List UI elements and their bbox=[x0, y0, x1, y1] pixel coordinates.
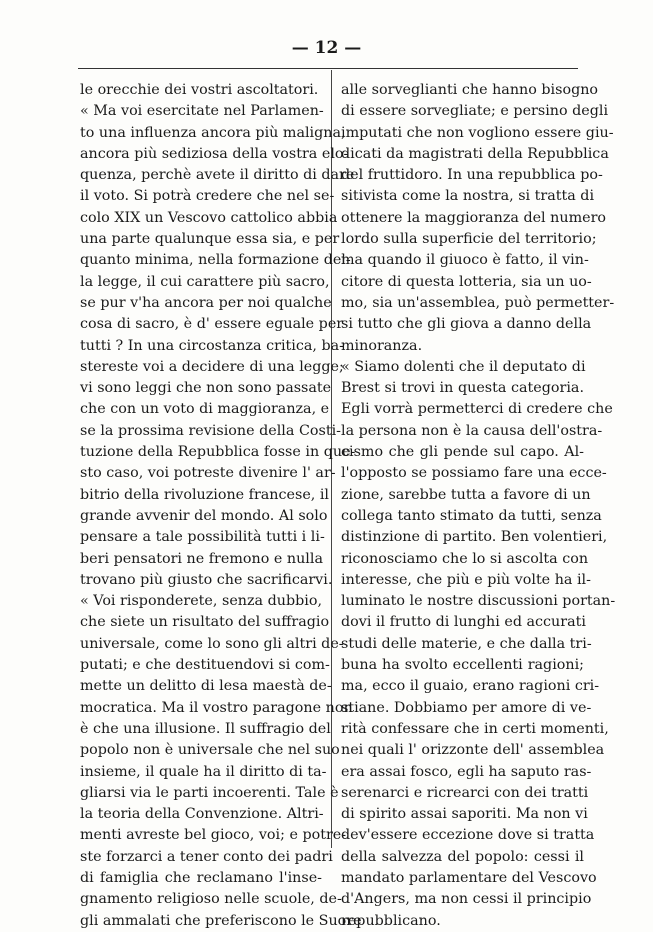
text-line: è che una illusione. Il suffragio del bbox=[80, 720, 331, 737]
text-line: luminato le nostre discussioni portan- bbox=[341, 593, 616, 610]
text-line: to una influenza ancora più maligna, bbox=[80, 124, 346, 141]
text-line: cosa di sacro, è d' essere eguale per bbox=[80, 316, 344, 333]
text-line: tutti ? In una circostanza critica, ba- bbox=[80, 337, 344, 354]
text-line: ma quando il giuoco è fatto, il vin- bbox=[341, 252, 589, 269]
text-line: mocratica. Ma il vostro paragone non bbox=[80, 699, 353, 716]
text-line: distinzione di partito. Ben volentieri, bbox=[341, 529, 608, 546]
text-line: cismo che gli pende sul capo. Al- bbox=[341, 444, 584, 461]
text-line: serenarci e ricrearci con dei tratti bbox=[341, 784, 589, 801]
text-line: collega tanto stimato da tutti, senza bbox=[341, 507, 602, 524]
text-line: una parte qualunque essa sia, e per bbox=[80, 231, 340, 248]
text-line: dicati da magistrati della Repubblica bbox=[341, 145, 609, 162]
text-line: stiane. Dobbiamo per amore di ve- bbox=[341, 699, 592, 716]
text-line: mo, sia un'assemblea, può permetter- bbox=[341, 294, 615, 311]
text-line: studi delle materie, e che dalla tri- bbox=[341, 635, 592, 652]
text-line: di essere sorvegliate; e persino degli bbox=[341, 103, 609, 120]
text-line: se pur v'ha ancora per noi qualche bbox=[80, 294, 332, 311]
text-line: che con un voto di maggioranza, e bbox=[80, 401, 330, 418]
text-line: citore di questa lotteria, sia un uo- bbox=[341, 273, 592, 290]
text-line: universale, come lo sono gli altri de- bbox=[80, 635, 344, 652]
text-line: dev'essere eccezione dove si tratta bbox=[341, 827, 595, 844]
text-line: l'opposto se possiamo fare una ecce- bbox=[341, 465, 607, 482]
text-line: sitivista come la nostra, si tratta di bbox=[341, 188, 595, 205]
text-line: se la prossima revisione della Costi- bbox=[80, 422, 341, 439]
text-line: Brest si trovi in questa categoria. bbox=[341, 380, 584, 397]
text-line: insieme, il quale ha il diritto di ta- bbox=[80, 763, 327, 780]
text-line: Egli vorrà permetterci di credere che bbox=[341, 401, 613, 418]
text-line: della salvezza del popolo: cessi il bbox=[341, 848, 584, 865]
text-line: alle sorveglianti che hanno bisogno bbox=[341, 82, 599, 98]
text-line: ottenere la maggioranza del numero bbox=[341, 209, 607, 226]
text-line: dovi il frutto di lunghi ed accurati bbox=[341, 614, 586, 631]
text-line: rità confessare che in certi momenti, bbox=[341, 720, 609, 737]
text-line: d'Angers, ma non cessi il principio bbox=[341, 891, 592, 908]
text-line: del fruttidoro. In una repubblica po- bbox=[341, 167, 603, 184]
text-line: beri pensatori ne fremono e nulla bbox=[80, 550, 323, 567]
text-line: gnamento religioso nelle scuole, de- bbox=[80, 891, 342, 908]
text-line: ma, ecco il guaio, erano ragioni cri- bbox=[341, 678, 600, 695]
text-line: grande avvenir del mondo. Al solo bbox=[80, 507, 328, 524]
text-line: « Voi risponderete, senza dubbio, bbox=[80, 593, 322, 610]
text-line: gliarsi via le parti incoerenti. Tale è bbox=[80, 784, 339, 801]
text-line: gli ammalati che preferiscono le Suore bbox=[80, 912, 362, 929]
text-line: la teoria della Convenzione. Altri- bbox=[80, 806, 324, 823]
text-line: colo XIX un Vescovo cattolico abbia bbox=[80, 209, 338, 226]
text-line: popolo non è universale che nel suo bbox=[80, 742, 340, 759]
text-line: la legge, il cui carattere più sacro, bbox=[80, 273, 330, 290]
page-number-header: — 12 — bbox=[291, 38, 362, 58]
text-line: « Siamo dolenti che il deputato di bbox=[341, 358, 586, 375]
text-line: si tutto che gli giova a danno della bbox=[341, 316, 592, 333]
text-line: mandato parlamentare del Vescovo bbox=[341, 869, 597, 886]
text-line: interesse, che più e più volte ha il- bbox=[341, 571, 591, 588]
text-line: stereste voi a decidere di una legge; bbox=[80, 358, 344, 375]
text-line: repubblicano. bbox=[341, 912, 441, 929]
text-line: imputati che non vogliono essere giu- bbox=[341, 124, 614, 141]
text-line: vi sono leggi che non sono passate bbox=[80, 380, 332, 397]
text-line: trovano più giusto che sacrificarvi. bbox=[80, 571, 333, 588]
text-line: ancora più sediziosa della vostra elo- bbox=[80, 145, 349, 162]
text-line: nei quali l' orizzonte dell' assemblea bbox=[341, 742, 605, 759]
text-line: putati; e che destituendovi si com- bbox=[80, 657, 330, 674]
text-line: riconosciamo che lo si ascolta con bbox=[341, 550, 589, 567]
text-line: mette un delitto di lesa maestà de- bbox=[80, 678, 332, 695]
text-line: il voto. Si potrà credere che nel se- bbox=[80, 188, 335, 205]
text-line: ste forzarci a tener conto dei padri bbox=[80, 848, 333, 865]
text-line: bitrio della rivoluzione francese, il bbox=[80, 486, 330, 503]
right-column bbox=[341, 80, 616, 932]
text-line: sto caso, voi potreste divenire l' ar- bbox=[80, 465, 336, 482]
text-line: menti avreste bel gioco, voi; e potre- bbox=[80, 827, 347, 844]
text-line: quenza, perchè avete il diritto di dare bbox=[80, 167, 355, 184]
text-line: era assai fosco, egli ha saputo ras- bbox=[341, 763, 592, 780]
text-line: quanto minima, nella formazione del- bbox=[80, 252, 351, 269]
text-line: tuzione della Repubblica fosse in que- bbox=[80, 444, 356, 461]
text-line: di spirito assai saporiti. Ma non vi bbox=[341, 806, 588, 823]
header-rule bbox=[78, 68, 578, 69]
text-line: la persona non è la causa dell'ostra- bbox=[341, 422, 603, 439]
text-line: pensare a tale possibilità tutti i li- bbox=[80, 529, 325, 546]
left-column bbox=[80, 80, 362, 932]
text-line: « Ma voi esercitate nel Parlamen- bbox=[80, 103, 324, 120]
text-line: minoranza. bbox=[341, 337, 423, 354]
text-line: lordo sulla superficie del territorio; bbox=[341, 231, 597, 248]
text-line: di famiglia che reclamano l'inse- bbox=[80, 869, 322, 886]
text-line: le orecchie dei vostri ascoltatori. bbox=[80, 82, 319, 98]
text-line: che siete un risultato del suffragio bbox=[80, 614, 330, 631]
text-line: zione, sarebbe tutta a favore di un bbox=[341, 486, 591, 503]
text-line: buna ha svolto eccellenti ragioni; bbox=[341, 657, 584, 674]
